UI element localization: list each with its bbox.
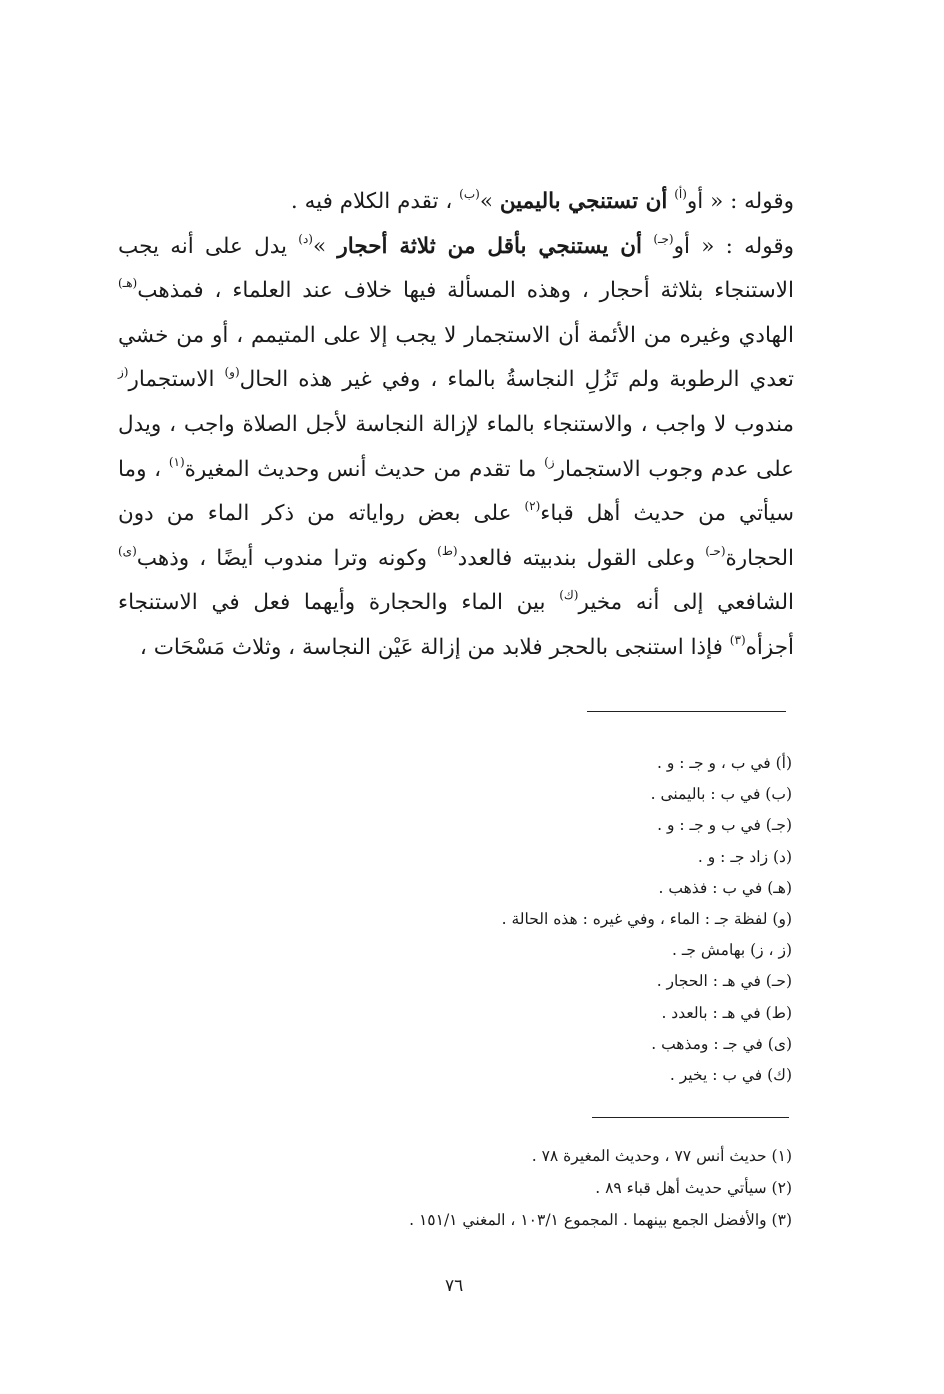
quoted-hadith-phrase: أن تستنجي باليمين xyxy=(499,189,668,214)
footnote-divider-references xyxy=(592,1117,789,1118)
quoted-hadith-phrase: أن يستنجي بأقل من ثلاثة أحجار xyxy=(337,233,643,259)
text-run: الشافعي إلى أنه مخير xyxy=(578,590,794,616)
variant-note: (و) لفظة جـ : الماء ، وفي غيره : هذه الحالة . xyxy=(501,910,792,929)
text-run: الاستجمار xyxy=(128,367,225,393)
variant-note: (ط) في هـ : بالعدد . xyxy=(661,1003,792,1022)
reference-marker: (٢) xyxy=(524,499,541,514)
variant-note: (حـ) في هـ : الحجار . xyxy=(656,972,792,991)
variant-note: (ك) في ب : يخير . xyxy=(669,1066,792,1085)
paragraph-2 xyxy=(118,225,794,671)
reference-note: (١) حديث أنس ٧٧ ، وحديث المغيرة ٧٨ . xyxy=(531,1147,792,1165)
variant-note: (ز ، ز) بهامش جـ . xyxy=(672,941,792,960)
text-run: وكونه وترا مندوب أيضًا ، وذهب xyxy=(136,545,438,571)
text-run: ، وما سيأتي من حديث أهل قباء xyxy=(118,456,794,527)
text-run: وعلى القول بندبيته فالعدد xyxy=(457,545,706,571)
text-run: مندوب لا واجب ، والاستنجاء بالماء لإزالة النجاسة لأجل الصلاة واجب ، ويدل على عدم وجوب الاستجمار xyxy=(118,411,795,482)
variant-marker: (أ) xyxy=(674,187,687,201)
text-run: على بعض رواياته من ذكر الماء من دون الحجارة xyxy=(118,501,794,571)
variant-marker: (حـ) xyxy=(705,543,726,558)
variant-note: (ى) في جـ : ومذهب . xyxy=(651,1034,792,1053)
text-run: الهادي وغيره من الأئمة أن الاستجمار لا يجب إلا على المتيمم ، أو من خشي تعدي الرطوبة ولم تَزُلِ النجاسةُ بالماء ، وفي غير هذه الحال xyxy=(118,322,794,393)
text-run: ، تقدم الكلام فيه . xyxy=(290,189,460,214)
main-text xyxy=(118,180,794,671)
text-run: وقوله : « أو xyxy=(673,233,794,259)
variant-marker: (هـ) xyxy=(118,276,138,291)
reference-note: (٣) والأفضل الجمع بينهما . المجموع ١٠٣/١ ، المغني ١٥١/١ . xyxy=(409,1211,792,1230)
page-number: ٧٦ xyxy=(445,1276,464,1296)
variant-marker: (ب) xyxy=(459,187,480,201)
text-run xyxy=(642,234,653,259)
reference-marker: (٣) xyxy=(729,632,746,647)
variant-marker: (ك) xyxy=(559,588,579,603)
text-run: فإذا استنجى بالحجر فلابد من إزالة عَيْن النجاسة ، وثلاث مَسْحَات ، xyxy=(139,634,730,660)
text-run: وقوله : « أو xyxy=(686,189,794,214)
variant-marker: ز) xyxy=(544,454,555,469)
reference-note: (٢) سيأتي حديث أهل قباء ٨٩ . xyxy=(595,1179,792,1198)
variant-notes xyxy=(502,748,792,1091)
text-run: بين الماء والحجارة وأيهما فعل في الاستنجاء أجزأه xyxy=(118,590,794,660)
variant-marker: (و) xyxy=(224,365,240,380)
variant-note: (د) زاد جـ : و . xyxy=(697,847,792,866)
variant-marker: (جـ) xyxy=(653,231,674,246)
variant-note: (هـ) في ب : فذهب . xyxy=(658,878,792,897)
variant-note: (جـ) في ب و جـ : و . xyxy=(657,816,792,835)
text-run: ما تقدم من حديث أنس وحديث المغيرة xyxy=(184,456,545,482)
text-run: يدل على أنه يجب الاستنجاء بثلاثة أحجار ، وهذه المسألة فيها خلاف عند العلماء ، فمذهب xyxy=(118,233,794,304)
variant-marker: (ز xyxy=(118,365,129,380)
variant-marker: (ط) xyxy=(437,543,458,558)
reference-notes xyxy=(409,1140,792,1237)
variant-marker: (د) xyxy=(298,231,313,246)
variant-note: (أ) في ب ، و جـ : و . xyxy=(657,754,792,772)
variant-marker: (ى) xyxy=(118,543,137,558)
text-run: » xyxy=(479,189,500,214)
reference-marker: (١) xyxy=(168,454,185,469)
text-run: » xyxy=(312,233,338,259)
footnote-divider-variants xyxy=(587,711,786,712)
variant-note: (ب) في ب : باليمنى . xyxy=(650,785,792,804)
paragraph-1 xyxy=(118,180,794,225)
